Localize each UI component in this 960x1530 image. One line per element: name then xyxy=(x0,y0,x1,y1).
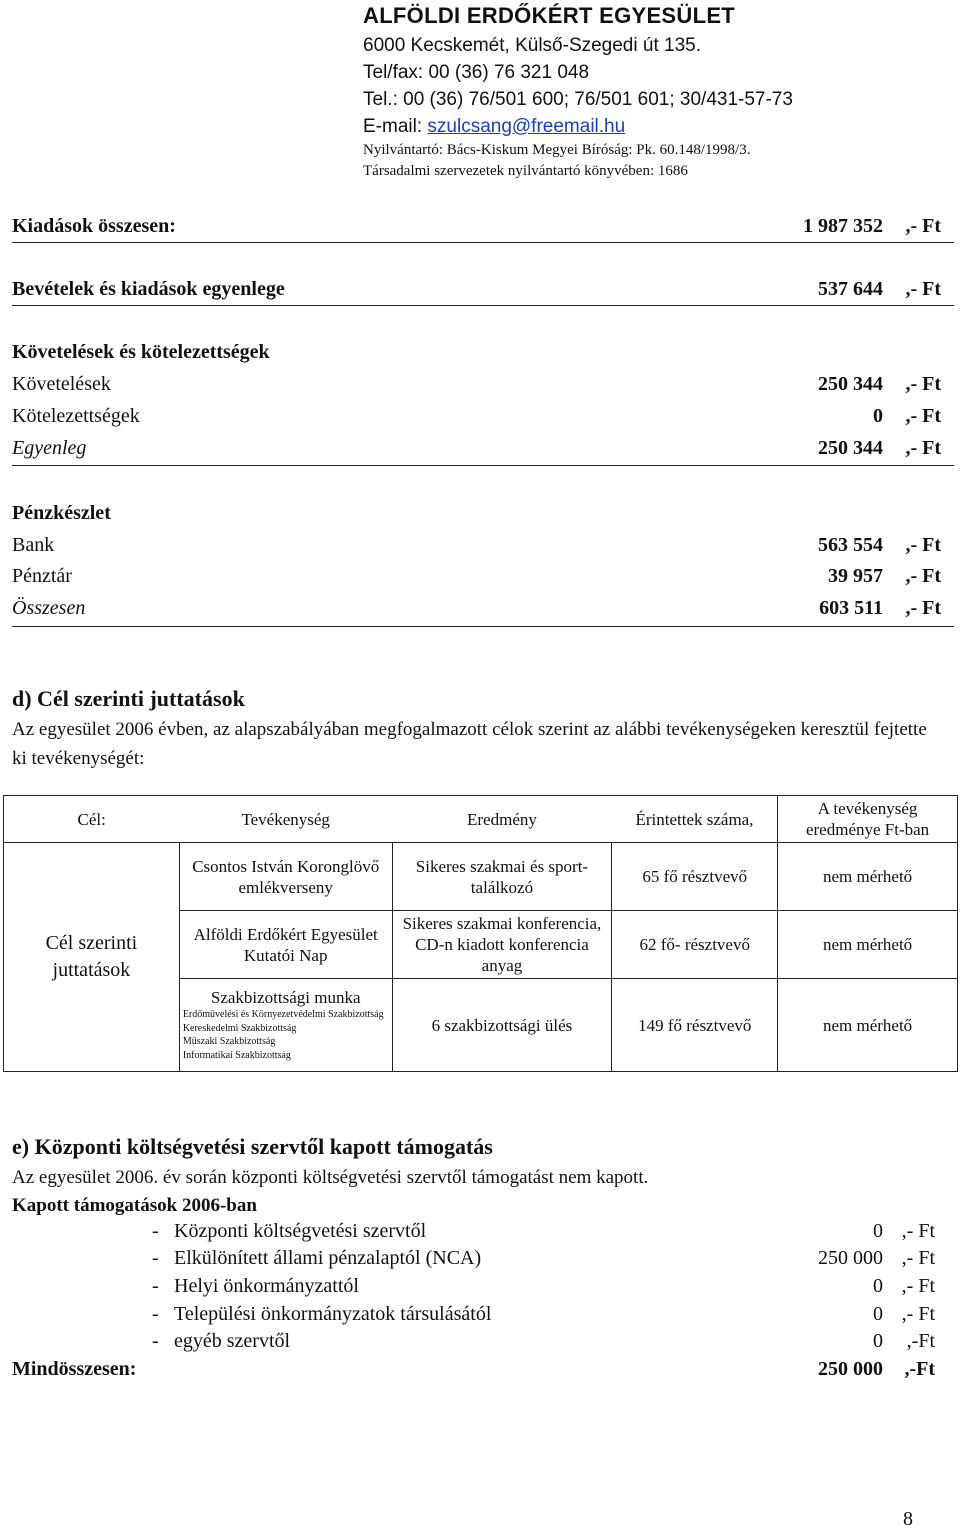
support-label: Elkülönített állami pénzalaptól (NCA) xyxy=(174,1247,482,1269)
section-d-text: Az egyesület 2006 évben, az alapszabályában megfogalmazott célok szerint az alábbi tevékenységeken keresztül fejtette ki tevékenységét: xyxy=(12,719,927,769)
support-amount: 0 xyxy=(873,1275,883,1297)
divider xyxy=(12,242,954,243)
claims-total-label: Egyenleg xyxy=(12,437,87,459)
currency: ,- Ft xyxy=(905,597,941,619)
bank-amount: 563 554 xyxy=(818,534,883,556)
header-result: Eredmény xyxy=(392,796,612,843)
list-item xyxy=(12,1303,941,1331)
list-item xyxy=(12,1330,941,1358)
claims-total-amount: 250 344 xyxy=(818,437,883,459)
support-currency: ,-Ft xyxy=(906,1330,935,1352)
claims-title-text: Követelések és kötelezettségek xyxy=(12,341,270,363)
balance-amount: 537 644 xyxy=(818,278,883,300)
currency: ,- Ft xyxy=(905,437,941,459)
section-e-text: Az egyesület 2006. év során központi költségvetési szervtől támogatást nem kapott. xyxy=(12,1167,649,1188)
section-e-title: e) Központi költségvetési szervtől kapott támogatás xyxy=(12,1134,493,1159)
balance-row xyxy=(12,278,941,306)
committee-item: Erdőművelési és Környezetvédelmi Szakbizottság xyxy=(182,1009,384,1020)
till-row xyxy=(12,565,941,593)
claims-title xyxy=(12,341,941,369)
goal-cell: Cél szerinti juttatások xyxy=(4,843,180,1072)
affected-cell: 65 fő résztvevő xyxy=(612,843,778,911)
support-label: egyéb szervtől xyxy=(174,1330,291,1352)
expenses-label: Kiadások összesen: xyxy=(12,215,176,237)
email-label: E-mail: xyxy=(363,116,428,137)
cash-total-row xyxy=(12,597,941,625)
committee-item: Műszaki Szakbizottság xyxy=(182,1036,276,1047)
outcome-cell: nem mérhető xyxy=(778,979,958,1072)
list-dash: - xyxy=(152,1330,159,1352)
claims-total-row xyxy=(12,437,941,465)
header-goal: Cél: xyxy=(4,796,180,843)
cash-title xyxy=(12,502,941,530)
support-amount: 0 xyxy=(873,1330,883,1352)
table-header-row xyxy=(4,796,958,843)
email-line xyxy=(363,116,625,138)
page-number: 8 xyxy=(903,1508,913,1530)
header-activity: Tevékenység xyxy=(179,796,392,843)
till-amount: 39 957 xyxy=(828,565,883,587)
list-dash: - xyxy=(152,1275,159,1297)
activity-cell: Alföldi Erdőkért Egyesület Kutatói Nap xyxy=(179,911,392,979)
support-amount: 250 000 xyxy=(818,1247,883,1269)
list-item xyxy=(12,1275,941,1303)
grand-total-amount: 250 000 xyxy=(818,1358,883,1380)
affected-cell: 62 fő- résztvevő xyxy=(612,911,778,979)
list-item xyxy=(12,1247,941,1275)
outcome-cell: nem mérhető xyxy=(778,911,958,979)
liabilities-label: Kötelezettségek xyxy=(12,405,140,427)
committee-list xyxy=(183,1008,389,1062)
bank-row xyxy=(12,534,941,562)
claims-row xyxy=(12,373,941,401)
committee-item: Informatikai Szakbizottság xyxy=(182,1049,291,1061)
registry-line: Nyilvántartó: Bács-Kiskum Megyei Bíróság: Pk. 60.148/1998/3. xyxy=(363,142,751,158)
header-outcome: A tevékenység eredménye Ft-ban xyxy=(778,796,958,843)
liabilities-row xyxy=(12,405,941,433)
list-dash: - xyxy=(152,1303,159,1325)
table-row xyxy=(4,843,958,911)
list-dash: - xyxy=(152,1247,159,1269)
currency: ,- Ft xyxy=(905,278,941,300)
cash-title-text: Pénzkészlet xyxy=(12,502,111,524)
email-link[interactable]: szulcsang@freemail.hu xyxy=(427,116,626,137)
grand-total-row xyxy=(12,1358,941,1386)
currency: ,- Ft xyxy=(905,534,941,556)
support-label: Települési önkormányzatok társulásától xyxy=(174,1303,492,1325)
telfax: Tel/fax: 00 (36) 76 321 048 xyxy=(363,62,590,83)
divider xyxy=(12,626,954,627)
support-amount: 0 xyxy=(873,1303,883,1325)
registry-book-line: Társadalmi szervezetek nyilvántartó könyvében: 1686 xyxy=(363,163,688,179)
grand-total-currency: ,-Ft xyxy=(904,1358,935,1380)
organization-name: ALFÖLDI ERDŐKÉRT EGYESÜLET xyxy=(363,3,736,28)
list-item xyxy=(12,1220,941,1248)
committee-item: Kereskedelmi Szakbizottság xyxy=(182,1022,297,1034)
support-label: Helyi önkormányzattól xyxy=(174,1275,359,1297)
committee-work-label: Szakbizottsági munka xyxy=(210,988,361,1007)
balance-label: Bevételek és kiadások egyenlege xyxy=(12,278,285,300)
support-currency: ,- Ft xyxy=(901,1275,935,1297)
expenses-amount: 1 987 352 xyxy=(803,215,883,237)
support-currency: ,- Ft xyxy=(901,1247,935,1269)
result-cell: Sikeres szakmai és sport-találkozó xyxy=(392,843,612,911)
section-e-subtitle: Kapott támogatások 2006-ban xyxy=(12,1195,257,1216)
activity-cell xyxy=(179,979,392,1072)
header-affected: Érintettek száma, xyxy=(612,796,778,843)
bank-label: Bank xyxy=(12,534,55,556)
grand-total-label: Mindösszesen: xyxy=(12,1358,137,1380)
currency: ,- Ft xyxy=(905,215,941,237)
liabilities-amount: 0 xyxy=(873,405,883,427)
till-label: Pénztár xyxy=(12,565,72,587)
telephone: Tel.: 00 (36) 76/501 600; 76/501 601; 30/431-57-73 xyxy=(363,89,793,110)
address: 6000 Kecskemét, Külső-Szegedi út 135. xyxy=(363,35,701,56)
claims-label: Követelések xyxy=(12,373,111,395)
divider xyxy=(12,465,954,466)
expenses-row xyxy=(12,215,941,243)
claims-amount: 250 344 xyxy=(818,373,883,395)
support-amount: 0 xyxy=(873,1220,883,1242)
support-currency: ,- Ft xyxy=(901,1220,935,1242)
outcome-cell: nem mérhető xyxy=(778,843,958,911)
result-cell: Sikeres szakmai konferencia, CD-n kiadott konferencia anyag xyxy=(392,911,612,979)
currency: ,- Ft xyxy=(905,565,941,587)
divider xyxy=(12,305,954,306)
section-d-title: d) Cél szerinti juttatások xyxy=(12,686,245,711)
list-dash: - xyxy=(152,1220,159,1242)
affected-cell: 149 fő résztvevő xyxy=(612,979,778,1072)
currency: ,- Ft xyxy=(905,405,941,427)
cash-total-amount: 603 511 xyxy=(819,597,883,619)
support-label: Központi költségvetési szervtől xyxy=(174,1220,427,1242)
cash-total-label: Összesen xyxy=(12,597,86,619)
currency: ,- Ft xyxy=(905,373,941,395)
goals-table xyxy=(3,795,958,1072)
activity-cell: Csontos István Koronglövő emlékverseny xyxy=(179,843,392,911)
support-currency: ,- Ft xyxy=(901,1303,935,1325)
result-cell: 6 szakbizottsági ülés xyxy=(392,979,612,1072)
